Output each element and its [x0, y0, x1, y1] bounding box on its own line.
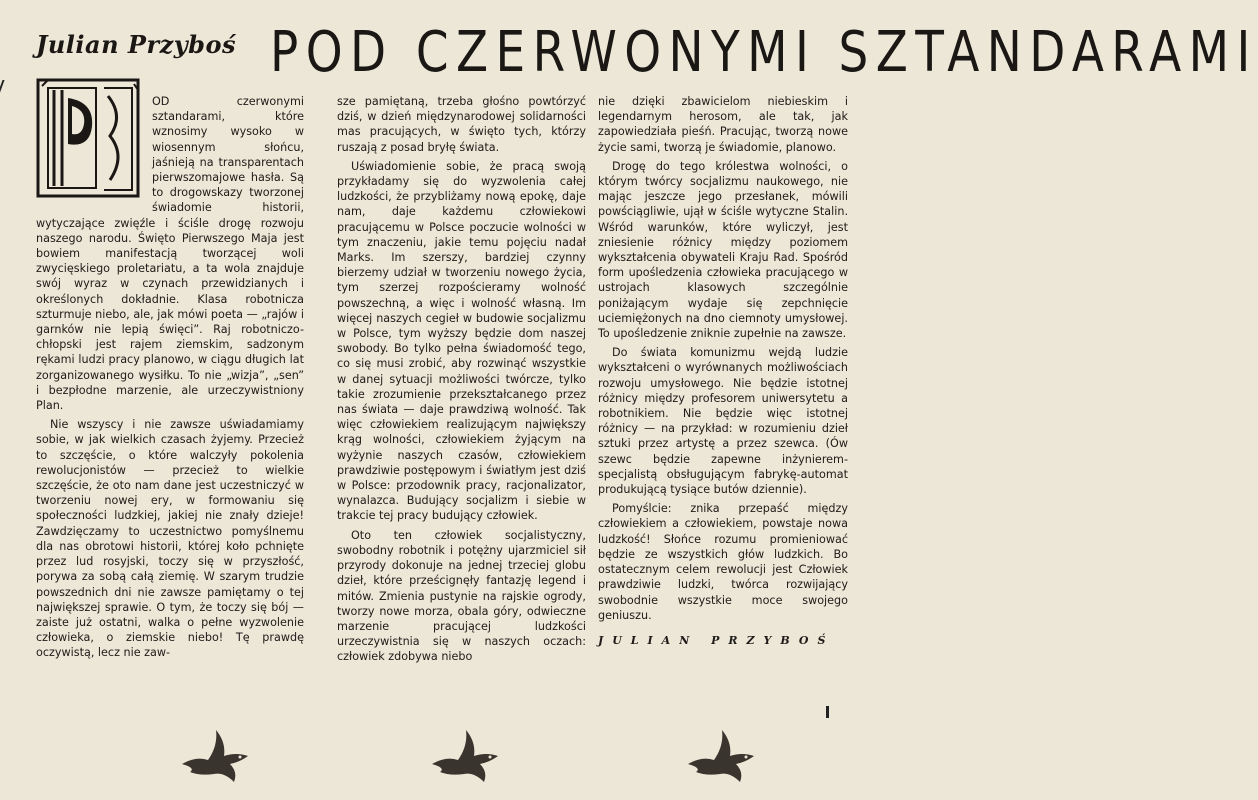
end-mark — [826, 706, 829, 718]
paragraph: Drogę do tego królestwa wolności, o którym twórcy socjalizmu naukowego, nie mając jeszcze jego przesłanek, mówili powściągliwie, ujął w ściśle wytyczne Stalin. Wśród warunków, które wyliczył, jest zniesienie różnicy między poziomem wykształcenia obywateli Kraju Rad. Spośród form upośledzenia człowieka pracującego w ustrojach klasowych szczególnie poniżającym wydaje się zepchnięcie uciemiężonych na dno ciemnoty umysłowej. To upośledzenie zniknie zupełnie na zawsze. — [598, 159, 848, 341]
column-2 — [337, 94, 586, 669]
paragraph: nie dzięki zbawicielom niebieskim i legendarnym herosom, ale tak, jak zapowiedziała pieśń. Pracując, tworzą nowe życie sami, tworzą je świadomie, planowo. — [598, 95, 848, 154]
paragraph: Nie wszyscy i nie zawsze uświadamiamy sobie, w jak wielkich czasach żyjemy. Przecież to szczęście, o które walczyły pokolenia rewolucjonistów — przecież to wielkie szczęście, że oto nam dane jest uczestniczyć w tworzeniu nowej ery, w formowaniu się społeczności ludzkiej, jakiej nie znały dzieje! Zawdzięczamy to uczestnictwo pomyślnemu dla nas obrotowi historii, której koło pchnięte przez lud rosyjski, toczy się w przyszłość, porywa za sobą całą ziemię. W szarym trudzie powszednich dni nie zawsze pamiętamy o tej największej sprawie. O tym, że toczy się bój — zaiste już ostatni, walka o pełne wyzwolenie człowieka, o ziemskie niebo! Tę prawdę oczywistą, lecz nie zaw- — [36, 418, 304, 660]
dove-icon — [178, 726, 254, 788]
dropcap-ornament — [34, 76, 144, 202]
paragraph: OD czerwonymi sztandarami, które wznosimy wysoko w wiosennym słońcu, jaśnieją na transparentach pierwszomajowe hasła. Są to drogowskazy tworzonej świadomie historii, wytyczające zwięźle i ściśle drogę rozwoju naszego narodu. Święto Pierwszego Maja jest bowiem manifestacją tworzącej woli zwycięskiego proletariatu, a ta wola znajduje swój wyraz w czynach przewidzianych i określonych dokładnie. Klasa robotnicza szturmuje niebo, ale, jak mówi poeta — „rajów i garnków nie lepią święci”. Raj robotniczo-chłopski jest rajem ziemskim, sadzonym rękami ludzi pracy planowo, w ciągu długich lat zorganizowanego wysiłku. To nie „wizja”, „sen” i bezpłodne marzenie, ale urzeczywistniony Plan. — [36, 95, 304, 413]
article-title: POD CZERWONYMI SZTANDARAMI — [270, 20, 1258, 85]
paragraph: Do świata komunizmu wejdą ludzie wykształceni o wyrównanych możliwościach rozwoju umysłowego. Nie będzie istotnej różnicy między profesorem uniwersytetu a robotnikiem. Nie będzie więc istotnej różnicy — na przykład: w rozumieniu dzieł sztuki przez artystę a przez szewca. (Ów szewc będzie zapewne inżynierem-specjalistą obsługującym fabrykę-automat produkującą tysiące butów dziennie). — [598, 346, 848, 497]
paragraph: Pomyślcie: znika przepaść między człowiekiem a człowiekiem, powstaje nowa ludzkość! Słońce rozumu promieniować będzie ze wszystkich głów ludzkich. Bo ostatecznym celem rewolucji jest Człowiek prawdziwie ludzki, twórca rozwijający swobodnie wszystkie moce swojego geniuszu. — [598, 502, 848, 622]
column-1 — [36, 94, 304, 665]
signature: JULIAN PRZYBOŚ — [598, 633, 835, 647]
dove-ornaments — [0, 726, 903, 800]
page-edge-mark — [0, 80, 11, 94]
paragraph: Oto ten człowiek socjalistyczny, swobodny robotnik i potężny ujarzmiciel sił przyrody dokonuje na jednej trzeciej globu dzieł, które prześcignęły fantazję legend i mitów. Zmienia pustynie na rajskie ogrody, tworzy nowe morza, obala góry, odwieczne marzenie pracującej ludzkości urzeczywistnia się w naszych oczach: człowiek zdobywa niebo — [337, 528, 586, 664]
dove-icon — [428, 726, 504, 788]
paragraph: sze pamiętaną, trzeba głośno powtórzyć dziś, w dzień międzynarodowej solidarności mas pracujących, w święto tych, którzy ruszają z posad bryłę świata. — [337, 95, 586, 154]
author-heading: Julian Przyboś — [36, 30, 236, 59]
dove-icon — [684, 726, 760, 788]
column-3 — [598, 94, 848, 648]
dropcap-p-icon — [34, 76, 144, 202]
paragraph: Uświadomienie sobie, że pracą swoją przykładamy się do wyzwolenia całej ludzkości, że przybliżamy nową epokę, daje nam, daje każdemu człowiekowi pracującemu w Polsce poczucie wolności w tym znaczeniu, jakie temu pojęciu nadał Marks. Im szerszy, bardziej czynny bierzemy udział w tworzeniu nowego życia, tym szerzej rozpościeramy wolność powszechną, a więc i wolność własną. Im więcej naszych cegieł w budowie socjalizmu w Polsce, tym wyższy będzie dom naszej swobody. Bo tylko pełna świadomość tego, co się musi zrobić, aby rozwinąć wszystkie w danej sytuacji możliwości twórcze, tylko takie zrozumienie przekształcanego przez nas świata — daje prawdziwą wolność. Tak więc człowiekiem realizującym największy krąg wolności, człowiekiem żyjącym na wyżynie naszych czasów, człowiekiem prawdziwie postępowym i światłym jest dziś w Polsce: przodownik pracy, racjonalizator, wynalazca. Budujący socjalizm i siebie w trakcie tej pracy budujący człowiek. — [337, 159, 586, 523]
